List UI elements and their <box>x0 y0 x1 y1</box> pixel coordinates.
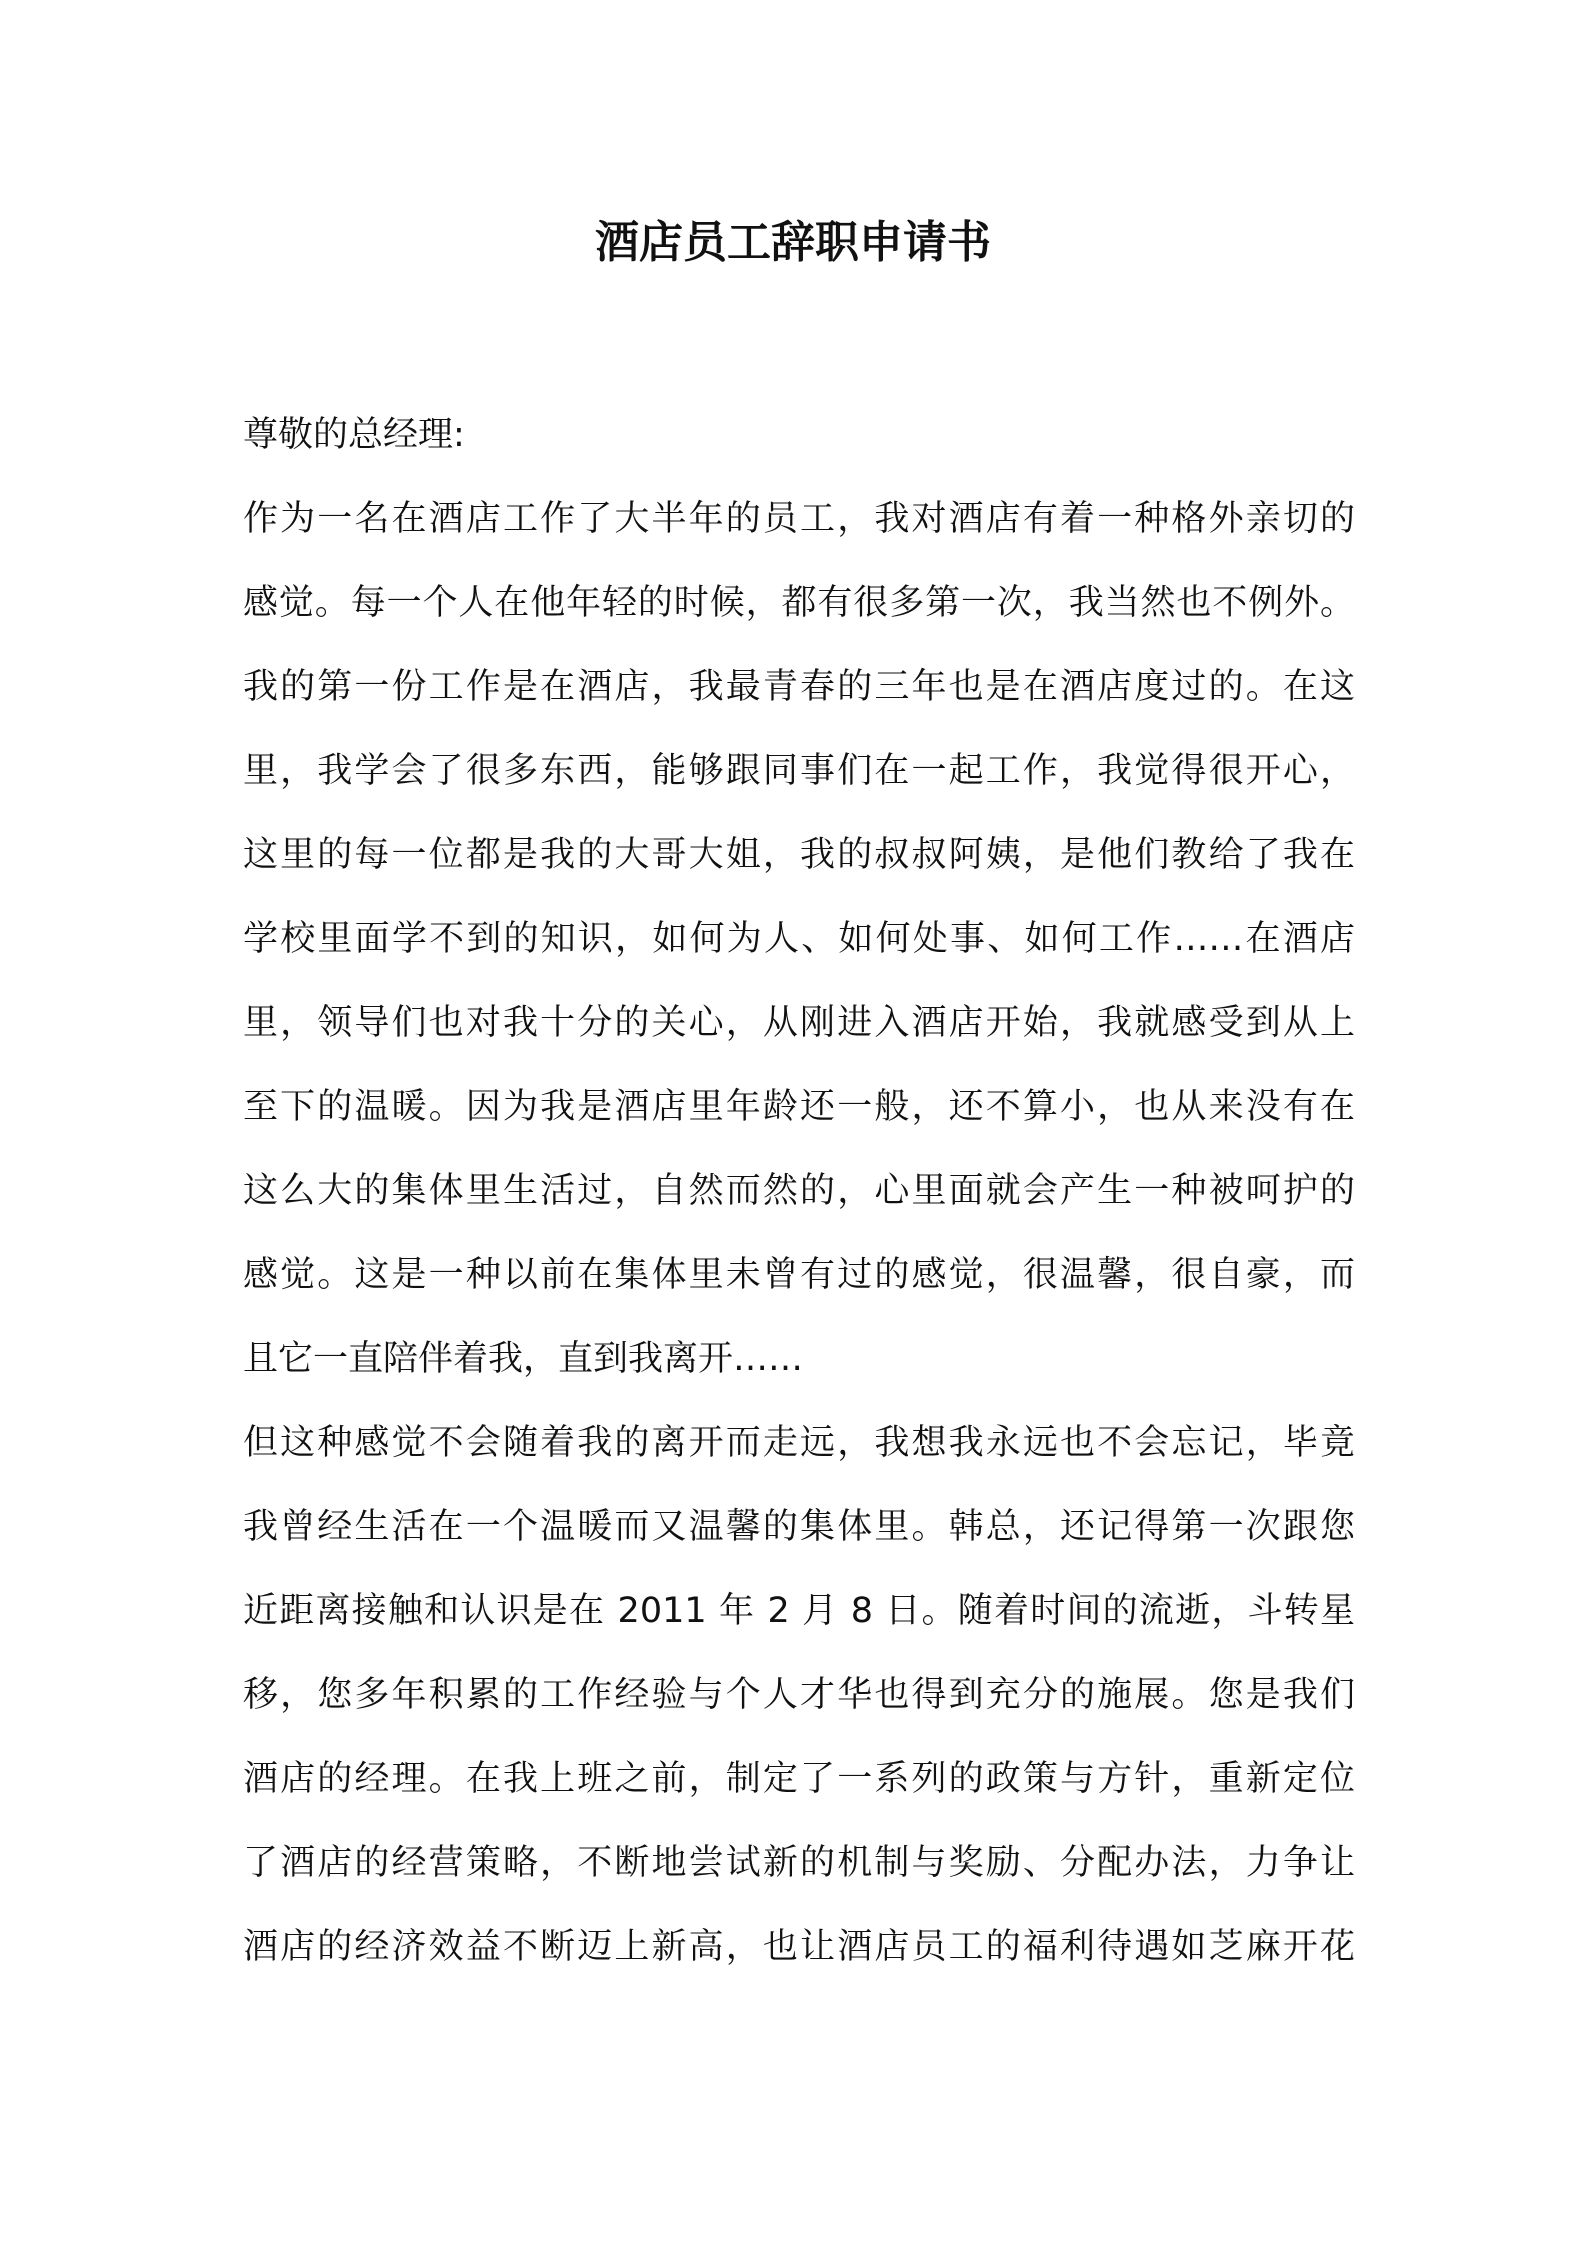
text-line: 我曾经生活在一个温暖而又温馨的集体里。韩总，还记得第一次跟您 <box>243 1507 1355 1547</box>
text-line: 这里的每一位都是我的大哥大姐，我的叔叔阿姨，是他们教给了我在 <box>243 835 1355 875</box>
text-line: 这么大的集体里生活过，自然而然的，心里面就会产生一种被呵护的 <box>243 1171 1355 1211</box>
text-line: 学校里面学不到的知识，如何为人、如何处事、如何工作……在酒店 <box>243 919 1355 959</box>
text-line: 且它一直陪伴着我，直到我离开…… <box>243 1339 804 1379</box>
salutation: 尊敬的总经理: <box>243 415 465 455</box>
text-line: 作为一名在酒店工作了大半年的员工，我对酒店有着一种格外亲切的 <box>243 499 1355 539</box>
text-line: 酒店的经济效益不断迈上新高，也让酒店员工的福利待遇如芝麻开花 <box>243 1927 1355 1967</box>
text-line: 里，我学会了很多东西，能够跟同事们在一起工作，我觉得很开心， <box>243 751 1355 791</box>
text-line: 至下的温暖。因为我是酒店里年龄还一般，还不算小，也从来没有在 <box>243 1087 1355 1127</box>
document-title: 酒店员工辞职申请书 <box>595 217 991 268</box>
text-line: 酒店的经理。在我上班之前，制定了一系列的政策与方针，重新定位 <box>243 1759 1355 1799</box>
document-body <box>243 410 1355 2006</box>
text-line: 感觉。这是一种以前在集体里未曾有过的感觉，很温馨，很自豪，而 <box>243 1255 1355 1295</box>
text-line: 了酒店的经营策略，不断地尝试新的机制与奖励、分配办法，力争让 <box>243 1843 1355 1883</box>
text-line: 但这种感觉不会随着我的离开而走远，我想我永远也不会忘记，毕竟 <box>243 1423 1355 1463</box>
text-line: 里，领导们也对我十分的关心，从刚进入酒店开始，我就感受到从上 <box>243 1003 1355 1043</box>
text-line: 近距离接触和认识是在 2011 年 2 月 8 日。随着时间的流逝，斗转星 <box>243 1591 1355 1631</box>
text-line: 我的第一份工作是在酒店，我最青春的三年也是在酒店度过的。在这 <box>243 667 1355 707</box>
text-line: 移，您多年积累的工作经验与个人才华也得到充分的施展。您是我们 <box>243 1675 1355 1715</box>
text-line: 感觉。每一个人在他年轻的时候，都有很多第一次，我当然也不例外。 <box>243 583 1355 623</box>
